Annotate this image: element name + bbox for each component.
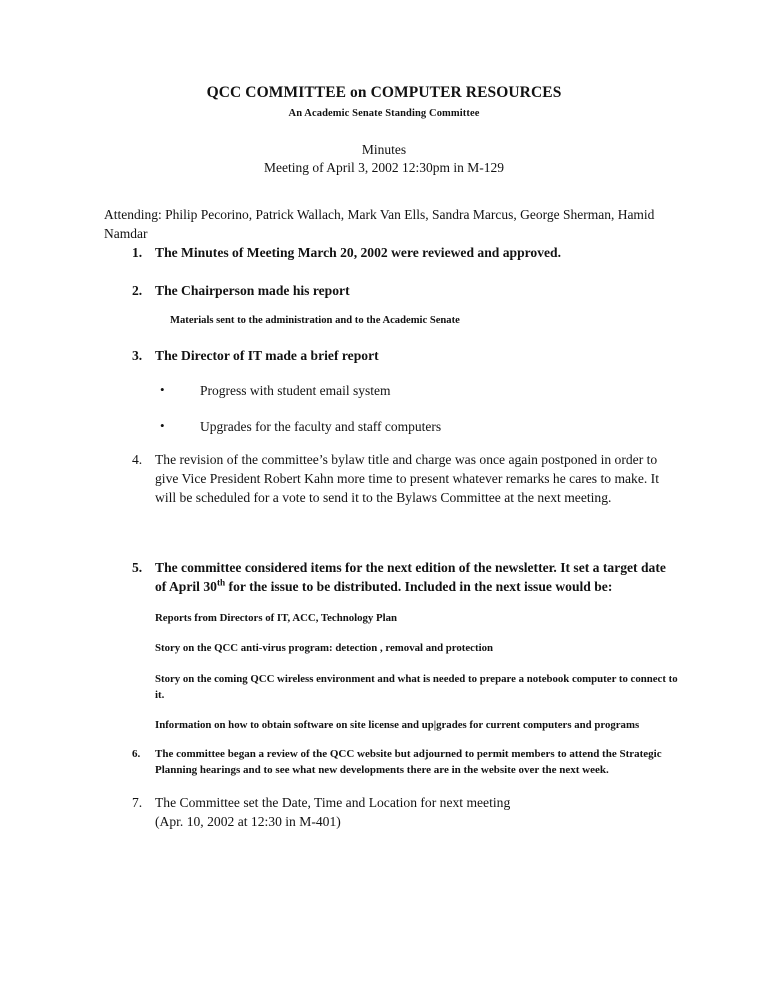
bullet-item <box>155 381 678 400</box>
item-marker: 6. <box>132 748 141 761</box>
minutes-item-5 <box>110 558 680 597</box>
minutes-item-1 <box>110 243 680 262</box>
document-title: QCC COMMITTEE on COMPUTER RESOURCES <box>206 84 562 101</box>
bullet-text: Upgrades for the faculty and staff computers <box>200 418 442 434</box>
document-subtitle: An Academic Senate Standing Committee <box>288 107 480 119</box>
item-text: The committee began a review of the QCC website but adjourned to permit members to attend the Strategic Planning hearings and to see what new developments there are in the website over the next week. <box>155 748 662 777</box>
item-marker: 1. <box>132 245 143 261</box>
minutes-item-2 <box>110 281 680 300</box>
item-5-sub-list <box>0 610 768 733</box>
sub-list-item: Story on the coming QCC wireless environment and what is needed to prepare a notebook computer to connect to it. <box>155 672 678 701</box>
minutes-item-3 <box>110 346 680 365</box>
item-3-bullet-list <box>0 381 768 435</box>
item-marker: 4. <box>132 451 143 467</box>
document-heading <box>0 0 768 177</box>
item-text: The Chairperson made his report <box>155 282 350 298</box>
minutes-item-list <box>0 243 768 831</box>
minutes-item-7 <box>110 793 680 832</box>
item-text: The Minutes of Meeting March 20, 2002 were reviewed and approved. <box>155 245 562 261</box>
minutes-item-6 <box>110 747 680 779</box>
minutes-label: Minutes <box>361 141 407 157</box>
ordinal-suffix: th <box>216 577 226 588</box>
item-text-part2: for the issue to be distributed. Included in the next issue would be: <box>225 578 613 594</box>
minutes-item-4 <box>110 450 680 508</box>
item-text <box>155 793 680 832</box>
item-text <box>155 558 680 597</box>
bullet-dot-icon: • <box>160 382 165 398</box>
item-text: The revision of the committee’s bylaw title and charge was once again postponed in order to give Vice President Robert Kahn more time to present whatever remarks he cares to make. It will be scheduled for a vote to send it to the Bylaws Committee at the next meeting. <box>155 451 659 506</box>
item-text-part1: The committee considered items for the next edition of the newsletter. It set a target date of April 30 <box>155 559 666 594</box>
item-marker: 2. <box>132 282 143 298</box>
bullet-item <box>155 417 678 436</box>
item-marker: 5. <box>132 559 143 575</box>
item-marker: 3. <box>132 348 143 364</box>
bullet-dot-icon: • <box>160 417 165 433</box>
item-2-note: Materials sent to the administration and to the Academic Senate <box>170 314 460 326</box>
attending-paragraph: Attending: Philip Pecorino, Patrick Wallach, Mark Van Ells, Sandra Marcus, George Sherman, Hamid Namdar <box>104 206 655 242</box>
item-text: The Director of IT made a brief report <box>155 348 379 364</box>
sub-list-item: Story on the QCC anti-virus program: detection , removal and protection <box>155 642 493 655</box>
sub-list-item: Reports from Directors of IT, ACC, Technology Plan <box>155 612 398 625</box>
meeting-date-line: Meeting of April 3, 2002 12:30pm in M-129 <box>264 160 504 176</box>
bullet-text: Progress with student email system <box>200 383 391 399</box>
sub-list-item: Information on how to obtain software on site license and up|grades for current computers and programs <box>155 719 640 732</box>
item-text-line2: (Apr. 10, 2002 at 12:30 in M-401) <box>155 814 341 830</box>
item-marker: 7. <box>132 795 143 811</box>
item-text-line1: The Committee set the Date, Time and Location for next meeting <box>155 795 511 811</box>
